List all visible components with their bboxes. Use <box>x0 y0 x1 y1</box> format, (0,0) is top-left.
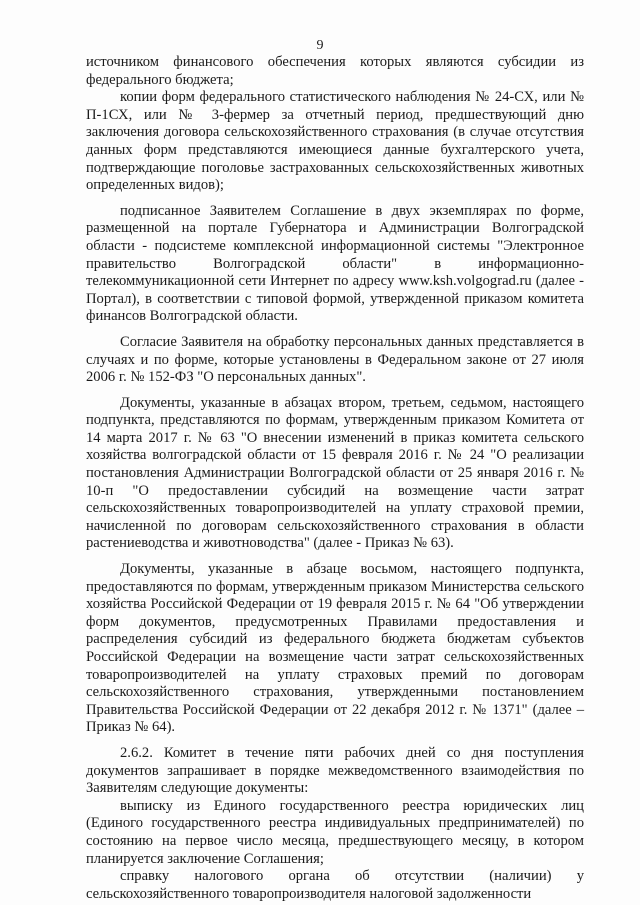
paragraph-funding-source: источником финансового обеспечения которых являются субсидии из федерального бюджета; <box>86 54 584 88</box>
page-number: 9 <box>316 38 324 53</box>
paragraph-order-64: Документы, указанные в абзаце восьмом, настоящего подпункта, предоставляются по формам, утвержденным приказом Министерства сельского хозяйства Российской Федерации от 19 февраля 2015 г. № 64 "Об утверждении форм документов, предусмотренных Правилами предоставления и распределения субсидий из федерального бюджета бюджетам субъектов Российской Федерации на возмещение части затрат сельскохозяйственных товаропроизводителей на уплату страховых премий по договорам сельскохозяйственного страхования, утвержденными постановлением Правительства Российской Федерации от 22 декабря 2012 г. № 1371" (далее – Приказ № 64). <box>86 561 584 736</box>
paragraph-signed-agreement: подписанное Заявителем Соглашение в двух экземплярах по форме, размещенной на портале Губернатора и Администрации Волгоградской области - подсистеме комплексной информационной системы "Электронное правительство Волгоградской области" в информационно-телекоммуникационной сети Интернет по адресу www.ksh.volgograd.ru (далее - Портал), в соответствии с типовой формой, утвержденной приказом комитета финансов Волгоградской области. <box>86 202 584 325</box>
paragraph-order-63: Документы, указанные в абзацах втором, третьем, седьмом, настоящего подпункта, представляются по формам, утвержденным приказом Комитета от 14 марта 2017 г. № 63 "О внесении изменений в приказ комитета сельского хозяйства волгоградской области от 15 февраля 2016 г. № 24 "О реализации постановления Администрации Волгоградской области от 25 января 2016 г. № 10-п "О предоставлении субсидий на возмещение части затрат сельскохозяйственных товаропроизводителей на уплату страховой премии, начисленной по договорам сельскохозяйственного страхования в области растениеводства и животноводства" (далее - Приказ № 63). <box>86 394 584 552</box>
paragraph-tax-certificate: справку налогового органа об отсутствии (наличии) у сельскохозяйственного товаропроизводителя налоговой задолженности <box>86 868 584 902</box>
paragraph-consent: Согласие Заявителя на обработку персональных данных представляется в случаях и по форме, которые установлены в Федеральном законе от 27 июля 2006 г. № 152-ФЗ "О персональных данных". <box>86 333 584 386</box>
paragraph-interagency-request: 2.6.2. Комитет в течение пяти рабочих дней со дня поступления документов запрашивает в порядке межведомственного взаимодействия по Заявителям следующие документы: <box>86 744 584 797</box>
paragraph-registry-extract: выписку из Единого государственного реестра юридических лиц (Единого государственного реестра индивидуальных предпринимателей) по состоянию на первое число месяца, предшествующего месяцу, в котором планируется заключение Соглашения; <box>86 797 584 867</box>
document-body <box>86 54 584 903</box>
paragraph-statistical-forms: копии форм федерального статистического наблюдения № 24-СХ, или № П-1СХ, или № 3-фермер за отчетный период, предшествующий дню заключения договора сельскохозяйственного страхования (в случае отсутствия данных форм представляются имеющиеся данные бухгалтерского учета, подтверждающие поголовье застрахованных сельскохозяйственных животных определенных видов); <box>86 89 584 194</box>
